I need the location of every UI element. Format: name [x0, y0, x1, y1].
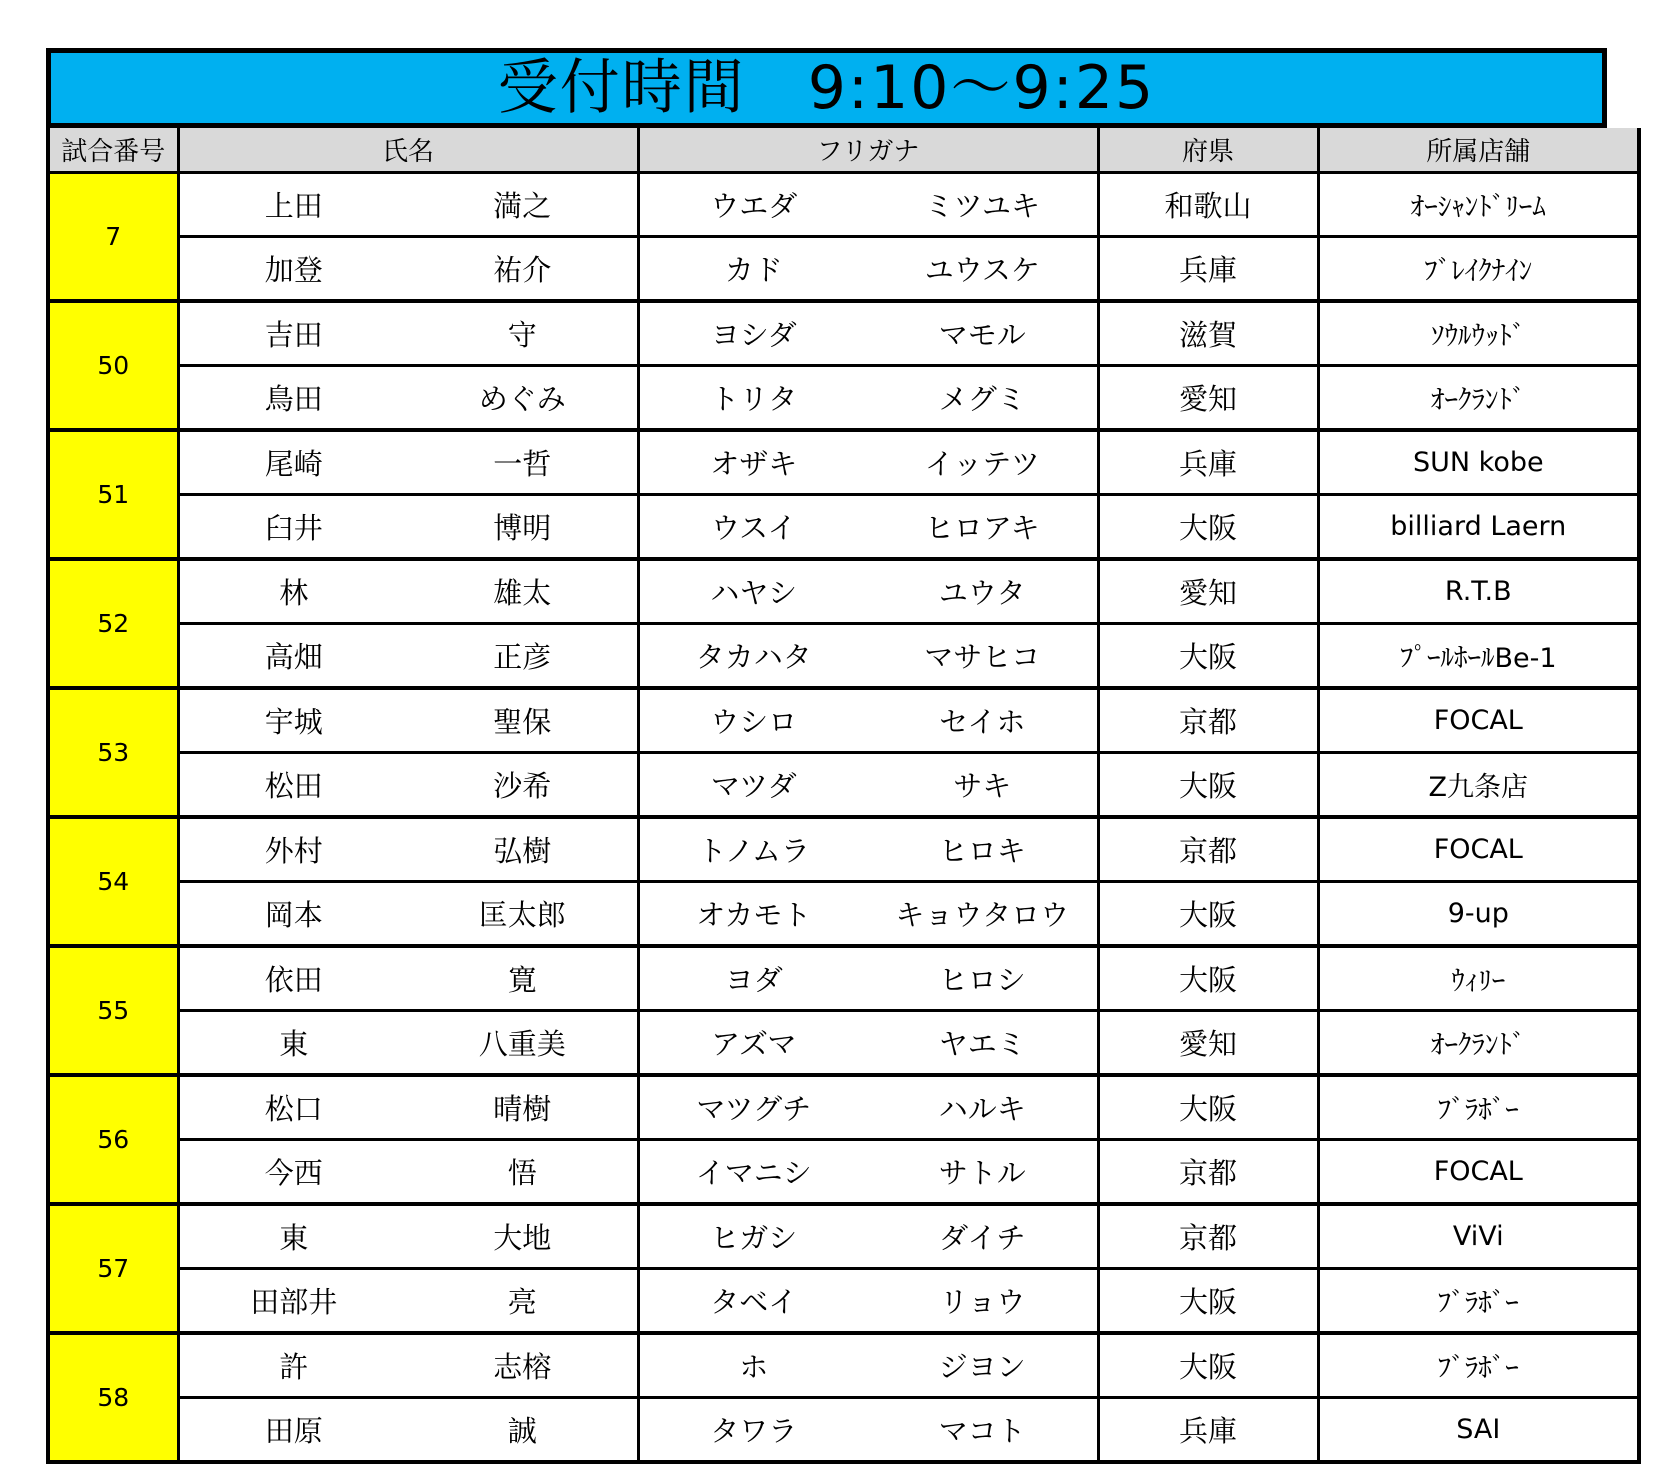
first-name-cell: 聖保 [408, 688, 638, 753]
last-name-cell: 加登 [178, 237, 408, 302]
last-name-cell: 吉田 [178, 301, 408, 366]
shop-cell: ｵｰｸﾗﾝﾄﾞ [1318, 1011, 1639, 1076]
shop-cell: billiard Laern [1318, 495, 1639, 560]
prefecture-cell: 大阪 [1098, 1269, 1318, 1334]
first-name-cell: 祐介 [408, 237, 638, 302]
first-name-cell: 正彦 [408, 624, 638, 689]
shop-cell: ｵｰｼｬﾝﾄﾞﾘｰﾑ [1318, 173, 1639, 237]
shop-cell: FOCAL [1318, 1140, 1639, 1205]
first-name-kana-cell: マモル [868, 301, 1098, 366]
roster-table [46, 128, 1641, 1464]
match-number-cell: 57 [48, 1204, 178, 1333]
first-name-kana-cell: サトル [868, 1140, 1098, 1205]
prefecture-cell: 兵庫 [1098, 430, 1318, 495]
match-number-cell: 54 [48, 817, 178, 946]
header-match-no: 試合番号 [48, 128, 178, 173]
shop-cell: ﾌﾞﾗﾎﾞｰ [1318, 1333, 1639, 1398]
first-name-kana-cell: ヒロシ [868, 946, 1098, 1011]
last-name-kana-cell: ヒガシ [638, 1204, 868, 1269]
first-name-cell: 弘樹 [408, 817, 638, 882]
player-row [48, 1269, 1639, 1334]
prefecture-cell: 京都 [1098, 688, 1318, 753]
last-name-kana-cell: オザキ [638, 430, 868, 495]
first-name-cell: 沙希 [408, 753, 638, 818]
last-name-cell: 松田 [178, 753, 408, 818]
first-name-cell: 匡太郎 [408, 882, 638, 947]
first-name-cell: 雄太 [408, 559, 638, 624]
first-name-cell: 博明 [408, 495, 638, 560]
player-row [48, 946, 1639, 1011]
last-name-kana-cell: タカハタ [638, 624, 868, 689]
first-name-kana-cell: メグミ [868, 366, 1098, 431]
last-name-kana-cell: トノムラ [638, 817, 868, 882]
player-row [48, 366, 1639, 431]
last-name-kana-cell: ウエダ [638, 173, 868, 237]
match-number-cell: 55 [48, 946, 178, 1075]
match-number-cell: 51 [48, 430, 178, 559]
prefecture-cell: 大阪 [1098, 946, 1318, 1011]
last-name-cell: 東 [178, 1204, 408, 1269]
last-name-kana-cell: トリタ [638, 366, 868, 431]
first-name-kana-cell: マサヒコ [868, 624, 1098, 689]
prefecture-cell: 兵庫 [1098, 237, 1318, 302]
first-name-kana-cell: イッテツ [868, 430, 1098, 495]
shop-cell: FOCAL [1318, 688, 1639, 753]
last-name-cell: 田原 [178, 1398, 408, 1463]
player-row [48, 430, 1639, 495]
first-name-cell: 八重美 [408, 1011, 638, 1076]
shop-cell: ﾌﾞﾗﾎﾞｰ [1318, 1269, 1639, 1334]
first-name-kana-cell: ヤエミ [868, 1011, 1098, 1076]
last-name-kana-cell: ホ [638, 1333, 868, 1398]
header-furigana: フリガナ [638, 128, 1098, 173]
shop-cell: FOCAL [1318, 817, 1639, 882]
header-shop: 所属店舗 [1318, 128, 1639, 173]
match-number-cell: 52 [48, 559, 178, 688]
title-bar [46, 48, 1607, 128]
header-prefecture: 府県 [1098, 128, 1318, 173]
last-name-cell: 東 [178, 1011, 408, 1076]
shop-cell: SAI [1318, 1398, 1639, 1463]
last-name-kana-cell: タベイ [638, 1269, 868, 1334]
last-name-kana-cell: ウシロ [638, 688, 868, 753]
prefecture-cell: 大阪 [1098, 882, 1318, 947]
match-number-cell: 56 [48, 1075, 178, 1204]
first-name-cell: 誠 [408, 1398, 638, 1463]
prefecture-cell: 大阪 [1098, 1333, 1318, 1398]
first-name-kana-cell: キョウタロウ [868, 882, 1098, 947]
player-row [48, 882, 1639, 947]
first-name-cell: 悟 [408, 1140, 638, 1205]
first-name-kana-cell: マコト [868, 1398, 1098, 1463]
shop-cell: ﾌﾟｰﾙﾎｰﾙBe-1 [1318, 624, 1639, 689]
first-name-kana-cell: ユウタ [868, 559, 1098, 624]
first-name-cell: めぐみ [408, 366, 638, 431]
first-name-cell: 寛 [408, 946, 638, 1011]
shop-cell: ｵｰｸﾗﾝﾄﾞ [1318, 366, 1639, 431]
first-name-cell: 守 [408, 301, 638, 366]
first-name-cell: 晴樹 [408, 1075, 638, 1140]
prefecture-cell: 和歌山 [1098, 173, 1318, 237]
first-name-kana-cell: ジヨン [868, 1333, 1098, 1398]
player-row [48, 753, 1639, 818]
match-number-cell: 58 [48, 1333, 178, 1462]
last-name-cell: 宇城 [178, 688, 408, 753]
prefecture-cell: 愛知 [1098, 366, 1318, 431]
prefecture-cell: 京都 [1098, 1204, 1318, 1269]
last-name-kana-cell: マツダ [638, 753, 868, 818]
prefecture-cell: 京都 [1098, 817, 1318, 882]
player-row [48, 1075, 1639, 1140]
last-name-cell: 鳥田 [178, 366, 408, 431]
match-number-cell: 7 [48, 173, 178, 302]
last-name-cell: 臼井 [178, 495, 408, 560]
header-row [48, 128, 1639, 173]
first-name-cell: 一哲 [408, 430, 638, 495]
last-name-kana-cell: カド [638, 237, 868, 302]
first-name-kana-cell: ヒロアキ [868, 495, 1098, 560]
shop-cell: ﾌﾞﾗﾎﾞｰ [1318, 1075, 1639, 1140]
player-row [48, 495, 1639, 560]
first-name-kana-cell: ミツユキ [868, 173, 1098, 237]
shop-cell: ｿｳﾙｳｯﾄﾞ [1318, 301, 1639, 366]
shop-cell: R.T.B [1318, 559, 1639, 624]
first-name-cell: 大地 [408, 1204, 638, 1269]
player-row [48, 173, 1639, 237]
shop-cell: ｳｨﾘｰ [1318, 946, 1639, 1011]
player-row [48, 1204, 1639, 1269]
last-name-kana-cell: オカモト [638, 882, 868, 947]
shop-cell: ﾌﾞﾚｲｸﾅｲﾝ [1318, 237, 1639, 302]
player-row [48, 817, 1639, 882]
prefecture-cell: 愛知 [1098, 1011, 1318, 1076]
prefecture-cell: 大阪 [1098, 624, 1318, 689]
player-row [48, 1398, 1639, 1463]
match-number-cell: 53 [48, 688, 178, 817]
player-row [48, 301, 1639, 366]
last-name-cell: 林 [178, 559, 408, 624]
prefecture-cell: 大阪 [1098, 1075, 1318, 1140]
shop-cell: 9-up [1318, 882, 1639, 947]
last-name-kana-cell: タワラ [638, 1398, 868, 1463]
shop-cell: SUN kobe [1318, 430, 1639, 495]
first-name-cell: 志榕 [408, 1333, 638, 1398]
prefecture-cell: 滋賀 [1098, 301, 1318, 366]
last-name-kana-cell: マツグチ [638, 1075, 868, 1140]
last-name-cell: 岡本 [178, 882, 408, 947]
prefecture-cell: 大阪 [1098, 495, 1318, 560]
last-name-kana-cell: アズマ [638, 1011, 868, 1076]
last-name-cell: 今西 [178, 1140, 408, 1205]
first-name-kana-cell: リョウ [868, 1269, 1098, 1334]
first-name-kana-cell: サキ [868, 753, 1098, 818]
first-name-cell: 満之 [408, 173, 638, 237]
player-row [48, 237, 1639, 302]
last-name-kana-cell: イマニシ [638, 1140, 868, 1205]
last-name-cell: 高畑 [178, 624, 408, 689]
first-name-kana-cell: セイホ [868, 688, 1098, 753]
last-name-kana-cell: ヨシダ [638, 301, 868, 366]
shop-cell: Z九条店 [1318, 753, 1639, 818]
first-name-kana-cell: ダイチ [868, 1204, 1098, 1269]
last-name-cell: 外村 [178, 817, 408, 882]
last-name-cell: 田部井 [178, 1269, 408, 1334]
last-name-cell: 尾崎 [178, 430, 408, 495]
roster-body [48, 173, 1639, 1463]
first-name-kana-cell: ハルキ [868, 1075, 1098, 1140]
last-name-cell: 上田 [178, 173, 408, 237]
prefecture-cell: 大阪 [1098, 753, 1318, 818]
player-row [48, 1011, 1639, 1076]
prefecture-cell: 兵庫 [1098, 1398, 1318, 1463]
last-name-cell: 依田 [178, 946, 408, 1011]
last-name-cell: 許 [178, 1333, 408, 1398]
player-row [48, 1333, 1639, 1398]
header-name: 氏名 [178, 128, 638, 173]
page-title: 受付時間 9:10～9:25 [497, 53, 1156, 123]
last-name-kana-cell: ハヤシ [638, 559, 868, 624]
schedule-sheet [46, 48, 1607, 1448]
shop-cell: ViVi [1318, 1204, 1639, 1269]
last-name-kana-cell: ウスイ [638, 495, 868, 560]
prefecture-cell: 愛知 [1098, 559, 1318, 624]
player-row [48, 559, 1639, 624]
player-row [48, 1140, 1639, 1205]
last-name-kana-cell: ヨダ [638, 946, 868, 1011]
player-row [48, 688, 1639, 753]
first-name-cell: 亮 [408, 1269, 638, 1334]
prefecture-cell: 京都 [1098, 1140, 1318, 1205]
first-name-kana-cell: ユウスケ [868, 237, 1098, 302]
player-row [48, 624, 1639, 689]
first-name-kana-cell: ヒロキ [868, 817, 1098, 882]
match-number-cell: 50 [48, 301, 178, 430]
last-name-cell: 松口 [178, 1075, 408, 1140]
